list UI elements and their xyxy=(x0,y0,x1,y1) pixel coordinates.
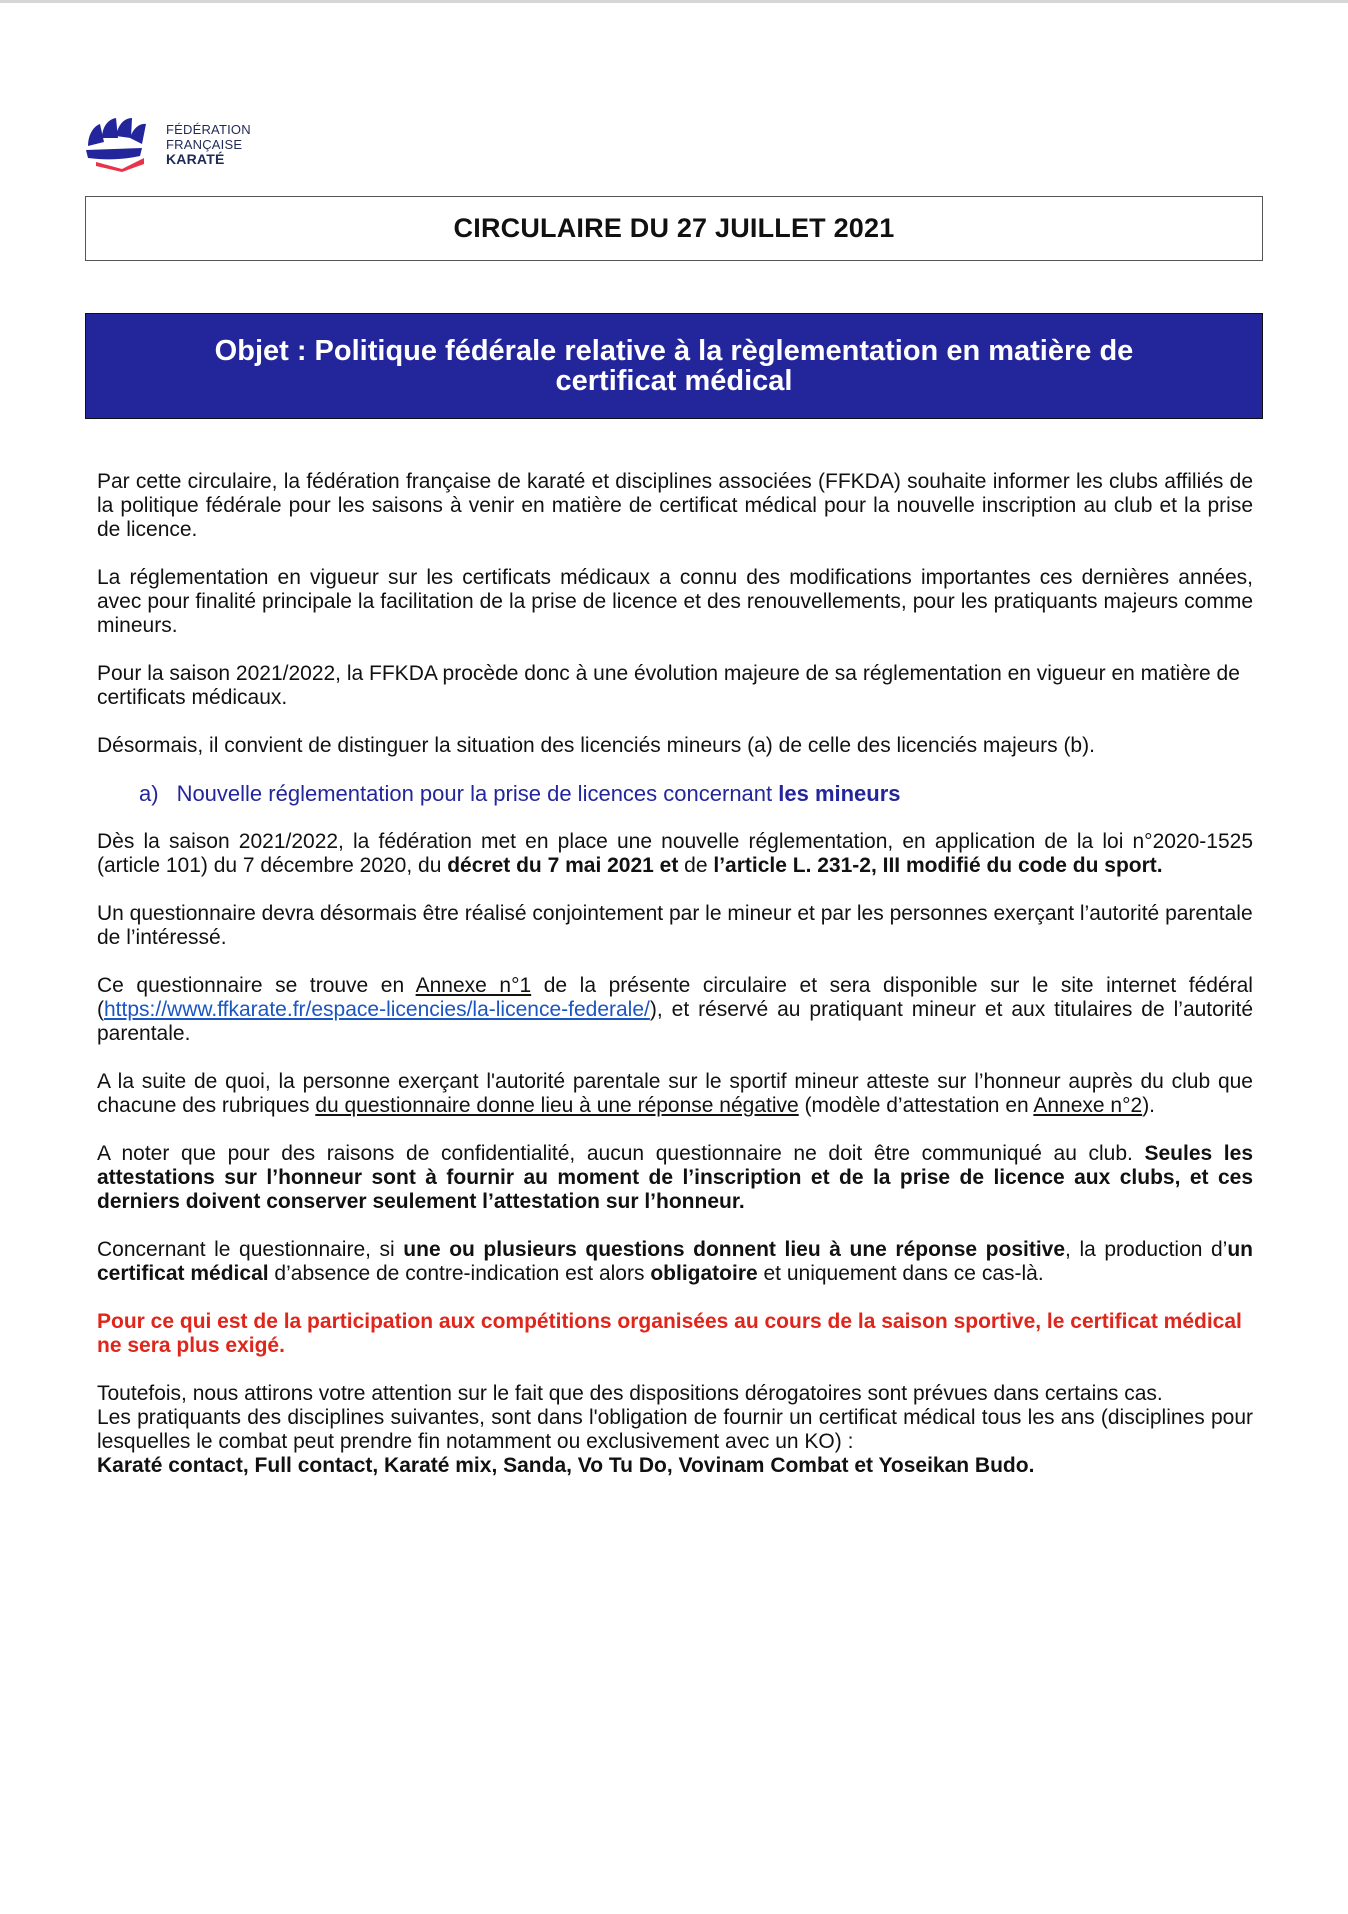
object-line-2: certificat médical xyxy=(555,365,793,397)
attest-text-2: (modèle d’attestation en xyxy=(798,1094,1034,1117)
ffk-logo xyxy=(82,116,251,172)
paragraph-attestation xyxy=(97,1070,1253,1118)
paragraph-regulation: La réglementation en vigueur sur les certificats médicaux a connu des modifications importantes ces dernières années, avec pour finalité principale la facilitation de la prise de licence et des renouvellements, pour les pratiquants majeurs comme mineurs. xyxy=(97,566,1253,637)
attest-text-1: A la suite de quoi, la personne exerçant l'autorité parentale sur le sportif mineur atteste sur l’honneur auprès du club que chacune des rubriques xyxy=(97,1070,1253,1117)
top-border xyxy=(0,0,1348,3)
disciplines-list xyxy=(97,1454,1253,1478)
annex1-text-3: ), et réservé au pratiquant mineur et aux titulaires de l’autorité parentale. xyxy=(97,998,1253,1045)
paragraph-questionnaire: Un questionnaire devra désormais être réalisé conjointement par le mineur et par les personnes exerçant l’autorité parentale de l’intéressé. xyxy=(97,902,1253,949)
section-a-bold: les mineurs xyxy=(778,781,901,806)
paragraph-law xyxy=(97,830,1253,878)
annex1-text-1: Ce questionnaire se trouve en xyxy=(97,974,416,997)
pos-bold-2: un certificat médical xyxy=(97,1238,1253,1285)
section-a-text: Nouvelle réglementation pour la prise de licences concernant xyxy=(176,781,779,806)
logo-line-1: FÉDÉRATION xyxy=(166,121,251,137)
ffk-logo-icon xyxy=(82,116,160,172)
object-heading xyxy=(215,336,1134,396)
conf-bold: Seules les attestations sur l’honneur sont à fournir au moment de l’inscription et de la prise de licence aux clubs, et ces derniers doivent conserver seulement l’attestation sur l’honneur. xyxy=(97,1142,1254,1213)
section-a-heading xyxy=(97,782,1253,806)
pos-text-3: d’absence de contre-indication est alors xyxy=(268,1262,651,1285)
pos-bold-1: une ou plusieurs questions donnent lieu à une réponse positive xyxy=(403,1238,1066,1261)
paragraph-confidentiality xyxy=(97,1142,1253,1214)
pos-text-1: Concernant le questionnaire, si xyxy=(97,1238,404,1261)
paragraph-disciplines: Les pratiquants des disciplines suivantes, sont dans l'obligation de fournir un certificat médical tous les ans (disciplines pour lesquelles le combat peut prendre fin notamment ou exclusivement avec un KO) : xyxy=(97,1406,1253,1453)
annex1-text-2: de la présente circulaire et sera disponible sur le site internet fédéral ( xyxy=(97,974,1253,1021)
pos-text-4: et uniquement dans ce cas-là. xyxy=(757,1262,1044,1285)
paragraph-exceptions: Toutefois, nous attirons votre attention sur le fait que des dispositions dérogatoires sont prévues dans certains cas. xyxy=(97,1382,1163,1405)
conf-text-1: A noter que pour des raisons de confidentialité, aucun questionnaire ne doit être communiqué au club. xyxy=(97,1142,1145,1165)
document-title: CIRCULAIRE DU 27 JUILLET 2021 xyxy=(453,213,895,243)
disciplines-bold: Karaté contact, Full contact, Karaté mix, Sanda, Vo Tu Do, Vovinam Combat et Yoseikan Budo. xyxy=(97,1454,1035,1477)
law-text-1: Dès la saison 2021/2022, la fédération met en place une nouvelle réglementation, en application de la loi n°2020-1525 (article 101) du 7 décembre 2020, du xyxy=(97,830,1253,877)
paragraph-distinction: Désormais, il convient de distinguer la situation des licenciés mineurs (a) de celle des licenciés majeurs (b). xyxy=(97,734,1095,757)
law-decree: décret du 7 mai 2021 et xyxy=(447,854,679,877)
law-text-2: de xyxy=(678,854,714,877)
pos-bold-3: obligatoire xyxy=(650,1262,758,1285)
annex-2-ref: Annexe n°2 xyxy=(1033,1094,1143,1117)
object-banner xyxy=(85,313,1263,419)
object-line-1: Objet : Politique fédérale relative à la règlementation en matière de xyxy=(214,335,1134,367)
paragraph-competition-notice: Pour ce qui est de la participation aux compétitions organisées au cours de la saison sportive, le certificat médical ne sera plus exigé. xyxy=(97,1310,1242,1357)
document-body xyxy=(97,470,1253,1502)
section-a-index: a) xyxy=(139,781,159,806)
paragraph-season: Pour la saison 2021/2022, la FFKDA procède donc à une évolution majeure de sa réglementation en vigueur en matière de certificats médicaux. xyxy=(97,662,1240,709)
licence-federale-link[interactable]: https://www.ffkarate.fr/espace-licencies/la-licence-federale/ xyxy=(104,998,650,1021)
law-article: l’article L. 231-2, III modifié du code du sport. xyxy=(713,854,1163,877)
annex-1-ref: Annexe n°1 xyxy=(415,974,532,997)
pos-text-2: , la production d’ xyxy=(1065,1238,1228,1261)
attest-underlined: du questionnaire donne lieu à une réponse négative xyxy=(315,1094,799,1117)
title-box xyxy=(85,196,1263,261)
paragraph-positive-answer xyxy=(97,1238,1253,1286)
logo-line-2: FRANÇAISE xyxy=(166,136,243,152)
paragraph-annex-1 xyxy=(97,974,1253,1046)
attest-text-3: ). xyxy=(1142,1094,1156,1117)
logo-line-3: KARATÉ xyxy=(166,150,225,167)
paragraph-intro: Par cette circulaire, la fédération française de karaté et disciplines associées (FFKDA) souhaite informer les clubs affiliés de la politique fédérale pour les saisons à venir en matière de certificat médical pour la nouvelle inscription au club et la prise de licence. xyxy=(97,470,1253,541)
